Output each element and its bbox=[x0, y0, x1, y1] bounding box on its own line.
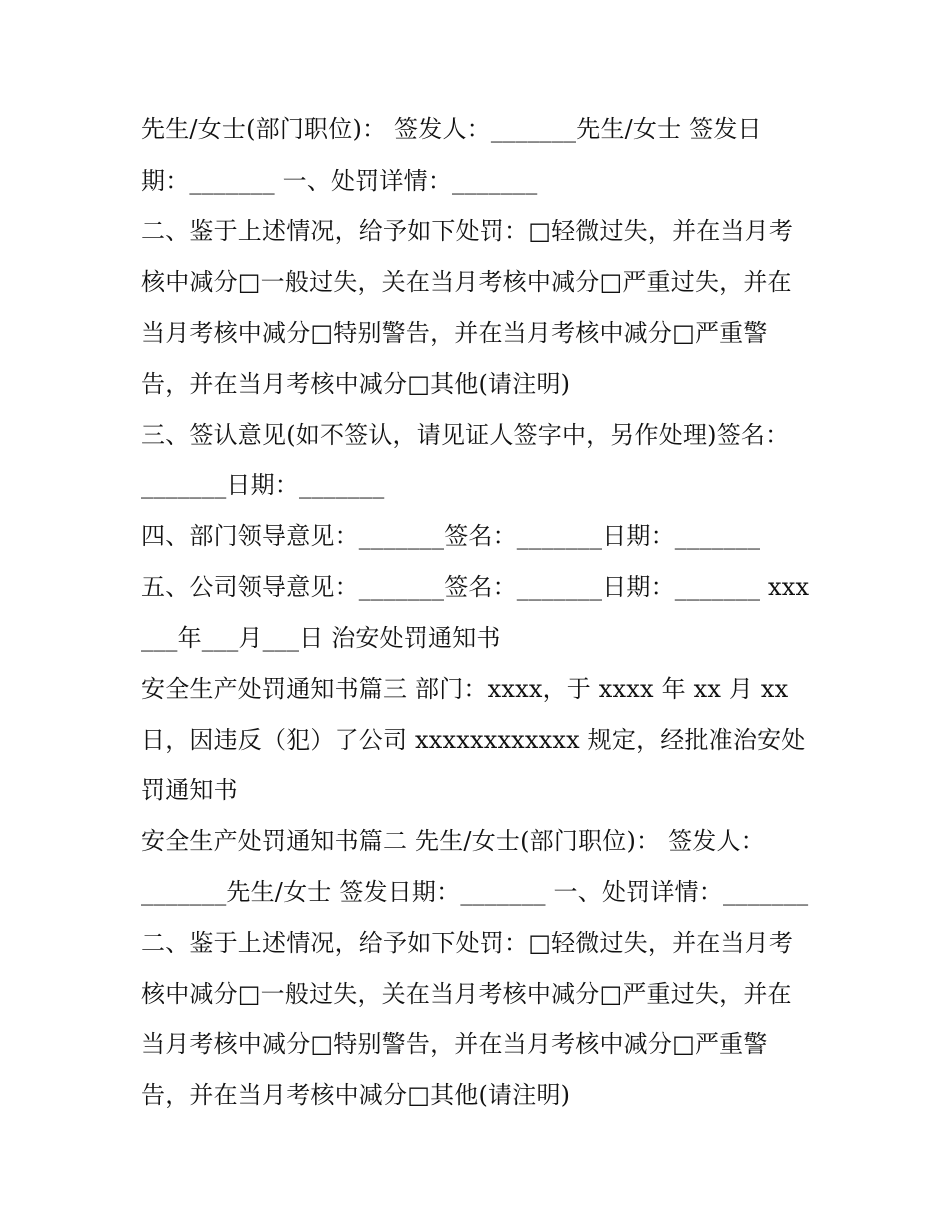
text-line: _______日期：_______ bbox=[141, 471, 385, 499]
text-line: 罚通知书 bbox=[141, 776, 238, 804]
text-line: 先生/女士(部门职位)： 签发人：_______先生/女士 签发日 bbox=[141, 115, 762, 143]
text-line: _______先生/女士 签发日期：_______ 一、处罚详情：_______ bbox=[141, 878, 809, 906]
text-line: 五、公司领导意见：_______签名：_______日期：_______ xxx bbox=[141, 573, 810, 601]
text-line: 核中减分□一般过失，关在当月考核中减分□严重过失，并在 bbox=[141, 268, 792, 296]
text-line: 期：_______ 一、处罚详情：_______ bbox=[141, 167, 538, 195]
text-line: 安全生产处罚通知书篇三 部门：xxxx，于 xxxx 年 xx 月 xx bbox=[141, 675, 789, 703]
text-line: 安全生产处罚通知书篇二 先生/女士(部门职位)： 签发人： bbox=[141, 827, 765, 855]
text-line: 日，因违反（犯）了公司 xxxxxxxxxxxx 规定，经批准治安处 bbox=[141, 726, 806, 754]
text-line: 三、签认意见(如不签认，请见证人签字中，另作处理)签名： bbox=[141, 421, 790, 449]
text-line: 核中减分□一般过失，关在当月考核中减分□严重过失，并在 bbox=[141, 980, 792, 1008]
text-line: 二、鉴于上述情况，给予如下处罚：□轻微过失，并在当月考 bbox=[141, 929, 794, 957]
text-line: 当月考核中减分□特别警告，并在当月考核中减分□严重警 bbox=[141, 319, 768, 347]
text-line: 二、鉴于上述情况，给予如下处罚：□轻微过失，并在当月考 bbox=[141, 217, 794, 245]
text-line: 告，并在当月考核中减分□其他(请注明) bbox=[141, 1081, 571, 1109]
text-line: 当月考核中减分□特别警告，并在当月考核中减分□严重警 bbox=[141, 1030, 768, 1058]
text-line: ___年___月___日 治安处罚通知书 bbox=[141, 624, 501, 652]
text-line: 告，并在当月考核中减分□其他(请注明) bbox=[141, 370, 571, 398]
text-line: 四、部门领导意见：_______签名：_______日期：_______ bbox=[141, 522, 761, 550]
